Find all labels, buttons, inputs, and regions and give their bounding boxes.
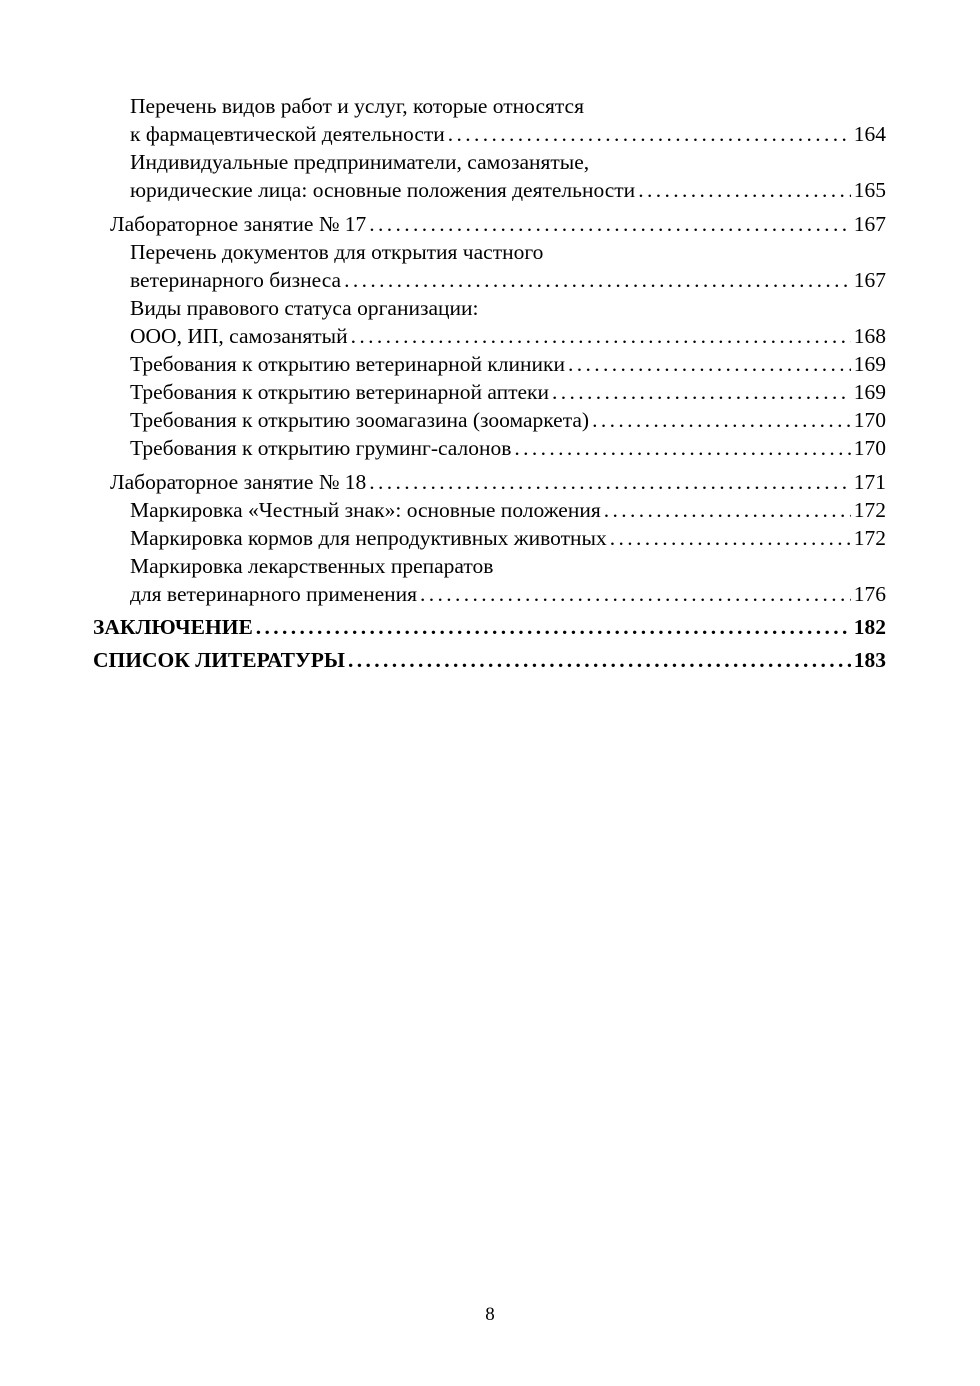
toc-entry-page: 165 xyxy=(853,178,886,202)
toc-entry[interactable] xyxy=(93,524,886,552)
dot-leader xyxy=(369,468,851,496)
toc-entry-page: 167 xyxy=(853,268,886,292)
page-number: 8 xyxy=(485,1304,495,1325)
toc-entry-page: 170 xyxy=(853,436,886,460)
toc-entry-title: Требования к открытию ветеринарной аптеки xyxy=(130,380,549,404)
toc-entry-title-line2: ООО, ИП, самозанятый xyxy=(130,324,348,348)
toc-entry-page: 168 xyxy=(853,324,886,348)
toc-entry-title: Требования к открытию зоомагазина (зоомаркета) xyxy=(130,408,590,432)
toc-entry-title: Лабораторное занятие № 17 xyxy=(110,212,367,236)
toc-entry-page: 172 xyxy=(853,498,886,522)
table-of-contents xyxy=(93,92,886,674)
toc-entry[interactable] xyxy=(93,434,886,462)
dot-leader xyxy=(256,613,851,641)
dot-leader xyxy=(604,496,851,524)
toc-entry[interactable] xyxy=(93,552,886,608)
toc-entry-page: 170 xyxy=(853,408,886,432)
dot-leader xyxy=(638,176,851,204)
toc-entry-title: СПИСОК ЛИТЕРАТУРЫ xyxy=(93,648,345,672)
toc-entry-title-line1: Перечень документов для открытия частного xyxy=(130,240,544,264)
toc-entry-title: Требования к открытию груминг-салонов xyxy=(130,436,512,460)
toc-entry-page: 183 xyxy=(853,648,886,672)
dot-leader xyxy=(448,120,851,148)
toc-entry-page: 172 xyxy=(853,526,886,550)
dot-leader xyxy=(344,266,851,294)
toc-entry[interactable] xyxy=(93,378,886,406)
toc-entry-title-line1: Виды правового статуса организации: xyxy=(130,296,479,320)
toc-entry-title-line2: юридические лица: основные положения деятельности xyxy=(130,178,636,202)
toc-entry-title-line1: Маркировка лекарственных препаратов xyxy=(130,554,494,578)
toc-entry-title: Требования к открытию ветеринарной клиники xyxy=(130,352,565,376)
toc-entry-title: ЗАКЛЮЧЕНИЕ xyxy=(93,615,253,639)
toc-entry-title-line2: к фармацевтической деятельности xyxy=(130,122,445,146)
toc-entry-page: 169 xyxy=(853,352,886,376)
dot-leader xyxy=(348,646,851,674)
toc-entry-title-line2: ветеринарного бизнеса xyxy=(130,268,342,292)
toc-entry-title: Маркировка «Честный знак»: основные положения xyxy=(130,498,601,522)
dot-leader xyxy=(552,378,851,406)
toc-entry-page: 164 xyxy=(853,122,886,146)
dot-leader xyxy=(610,524,851,552)
toc-entry-page: 182 xyxy=(853,615,886,639)
toc-entry[interactable] xyxy=(93,406,886,434)
toc-entry-title: Маркировка кормов для непродуктивных животных xyxy=(130,526,607,550)
toc-entry[interactable] xyxy=(93,350,886,378)
toc-entry-page: 167 xyxy=(853,212,886,236)
toc-entry-conclusion[interactable] xyxy=(93,613,886,641)
toc-entry-title-line2: для ветеринарного применения xyxy=(130,582,418,606)
dot-leader xyxy=(351,322,851,350)
toc-entry-title-line1: Индивидуальные предприниматели, самозанятые, xyxy=(130,150,590,174)
toc-entry[interactable] xyxy=(93,238,886,294)
dot-leader xyxy=(568,350,851,378)
toc-entry[interactable] xyxy=(93,496,886,524)
toc-entry[interactable] xyxy=(93,148,886,204)
dot-leader xyxy=(514,434,850,462)
toc-entry-title-line1: Перечень видов работ и услуг, которые относятся xyxy=(130,94,584,118)
toc-entry-page: 169 xyxy=(853,380,886,404)
toc-entry-title: Лабораторное занятие № 18 xyxy=(110,470,367,494)
toc-entry[interactable] xyxy=(93,468,886,496)
toc-entry-page: 171 xyxy=(853,470,886,494)
toc-entry[interactable] xyxy=(93,294,886,350)
dot-leader xyxy=(592,406,851,434)
dot-leader xyxy=(369,210,851,238)
toc-entry[interactable] xyxy=(93,210,886,238)
dot-leader xyxy=(420,580,851,608)
toc-entry[interactable] xyxy=(93,92,886,148)
toc-entry-page: 176 xyxy=(853,582,886,606)
toc-entry-references[interactable] xyxy=(93,646,886,674)
